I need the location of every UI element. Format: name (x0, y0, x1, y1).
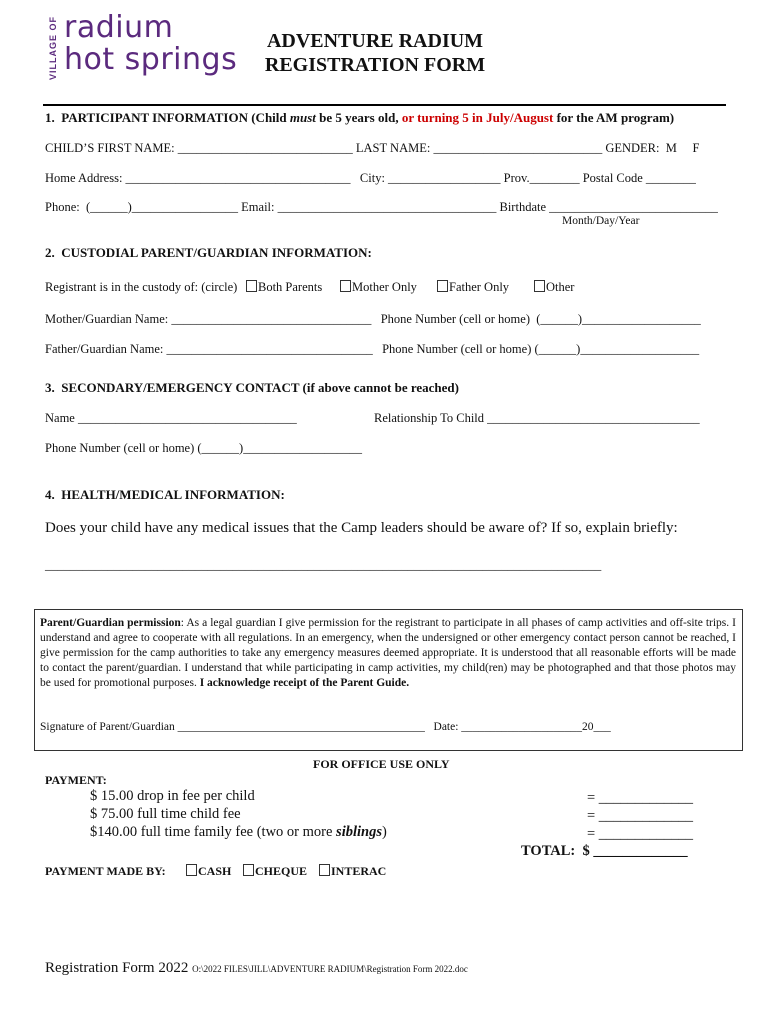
checkbox-icon[interactable] (437, 280, 448, 292)
fee-amount-line-1[interactable]: = _____________ (587, 790, 694, 806)
medical-question: Does your child have any medical issues that the Camp leaders should be aware of? If so, explain briefly: (45, 520, 678, 536)
fee-amount-line-3[interactable]: = _____________ (587, 826, 694, 842)
permission-body: : As a legal guardian I give permission for the registrant to participate in all phases of camp activities and off-site trips. I understand and agree to cooperate with all regulations. In an emergency, when the undersigned or other emergency contact person cannot be reached, I give permission for the camp authorities to take any emergency measures deemed appropriate. It is understood that all reasonable efforts will be made to contact the parent/guardian. I understand that while participating in camp activities, my child(ren) may be photographed and that those photos may be used for promotional purposes. (40, 617, 736, 689)
payment-method-label: CASH (198, 864, 232, 878)
fee-full-time-family (90, 824, 387, 841)
custody-option-both-parents[interactable] (246, 280, 322, 295)
address-row[interactable]: Home Address: ____________________________________ City: __________________ Prov.________ Postal Code ________ (45, 171, 696, 185)
child-name-gender-row[interactable]: CHILD’S FIRST NAME: ____________________________ LAST NAME: ___________________________ GENDER: M F (45, 141, 700, 155)
custody-option-label: Mother Only (352, 280, 417, 294)
phone-email-birthdate-row[interactable]: Phone: (______)_________________ Email: ___________________________________ Birthdate ___________________________ (45, 200, 718, 214)
section1-heading-red: or turning 5 in July/August (401, 110, 554, 125)
payment-method-label: INTERAC (331, 864, 387, 878)
fee-full-time-child: $ 75.00 full time child fee (90, 806, 241, 822)
permission-box (34, 609, 743, 751)
section3-heading: 3. SECONDARY/EMERGENCY CONTACT (if above cannot be reached) (45, 380, 459, 395)
permission-label: Parent/Guardian permission (40, 617, 181, 629)
mother-guardian-row[interactable]: Mother/Guardian Name: ________________________________ Phone Number (cell or home) (______)___________________ (45, 312, 701, 326)
father-guardian-row[interactable]: Father/Guardian Name: _________________________________ Phone Number (cell or home) (______)___________________ (45, 342, 700, 356)
total-row[interactable]: TOTAL: $ _____________ (521, 843, 688, 859)
fee-amount-line-2[interactable]: = _____________ (587, 808, 694, 824)
checkbox-icon[interactable] (246, 280, 257, 292)
fee-family-siblings: siblings (336, 824, 382, 840)
office-use-heading: FOR OFFICE USE ONLY (313, 757, 450, 771)
logo-line-2: hot springs (64, 42, 238, 77)
signature-date-row[interactable]: Signature of Parent/Guardian ___________________________________________ Date: _____________________20___ (40, 721, 611, 733)
payment-method-label: CHEQUE (255, 864, 308, 878)
fee-family-text: $140.00 full time family fee (two or more (90, 824, 337, 840)
section1-heading-text-3: for the AM program) (553, 110, 675, 125)
logo-vertical-text: VILLAGE OF (48, 16, 58, 80)
footer-title: Registration Form 2022 (45, 960, 189, 976)
section1-heading-must: must (289, 110, 316, 125)
fee-family-text-end: ) (381, 824, 387, 840)
logo-line-1: radium (64, 10, 174, 45)
section1-heading (45, 110, 674, 126)
header-divider (43, 104, 726, 106)
custody-option-mother-only[interactable] (340, 280, 417, 295)
emergency-relationship-field[interactable]: Relationship To Child __________________________________ (374, 411, 700, 425)
form-title (245, 29, 505, 77)
permission-text (40, 616, 736, 691)
payment-method-interac[interactable] (319, 864, 386, 879)
medical-answer-line[interactable]: _________________________________________________________________________________________ (45, 558, 602, 572)
section1-heading-text-2: be 5 years old, (315, 110, 402, 125)
custody-option-label: Father Only (449, 280, 510, 294)
payment-method-cash[interactable] (186, 864, 231, 879)
custody-option-father-only[interactable] (437, 280, 509, 295)
form-title-line-2: REGISTRATION FORM (264, 54, 486, 76)
custody-label: Registrant is in the custody of: (circle) (45, 280, 238, 294)
permission-acknowledgement: I acknowledge receipt of the Parent Guide. (199, 677, 410, 689)
checkbox-icon[interactable] (186, 864, 197, 876)
section1-heading-text: 1. PARTICIPANT INFORMATION (Child (45, 110, 290, 125)
checkbox-icon[interactable] (340, 280, 351, 292)
section4-heading: 4. HEALTH/MEDICAL INFORMATION: (45, 487, 285, 502)
payment-method-cheque[interactable] (243, 864, 307, 879)
form-title-line-1: ADVENTURE RADIUM (266, 30, 484, 52)
custody-option-label: Other (546, 280, 575, 294)
footer-file-path: O:\2022 FILES\JILL\ADVENTURE RADIUM\Registration Form 2022.doc (192, 964, 468, 974)
checkbox-icon[interactable] (534, 280, 545, 292)
village-logo (48, 10, 238, 83)
birthdate-format-label: Month/Day/Year (562, 215, 640, 227)
payment-label: PAYMENT: (45, 773, 107, 787)
footer (45, 960, 468, 977)
payment-made-by-label: PAYMENT MADE BY: (45, 864, 166, 878)
section2-heading: 2. CUSTODIAL PARENT/GUARDIAN INFORMATION: (45, 245, 372, 260)
custody-option-label: Both Parents (258, 280, 323, 294)
checkbox-icon[interactable] (243, 864, 254, 876)
custody-option-other[interactable] (534, 280, 574, 295)
emergency-name-field[interactable]: Name ___________________________________ (45, 411, 297, 425)
fee-drop-in: $ 15.00 drop in fee per child (90, 788, 255, 804)
checkbox-icon[interactable] (319, 864, 330, 876)
emergency-phone-field[interactable]: Phone Number (cell or home) (______)___________________ (45, 441, 362, 455)
